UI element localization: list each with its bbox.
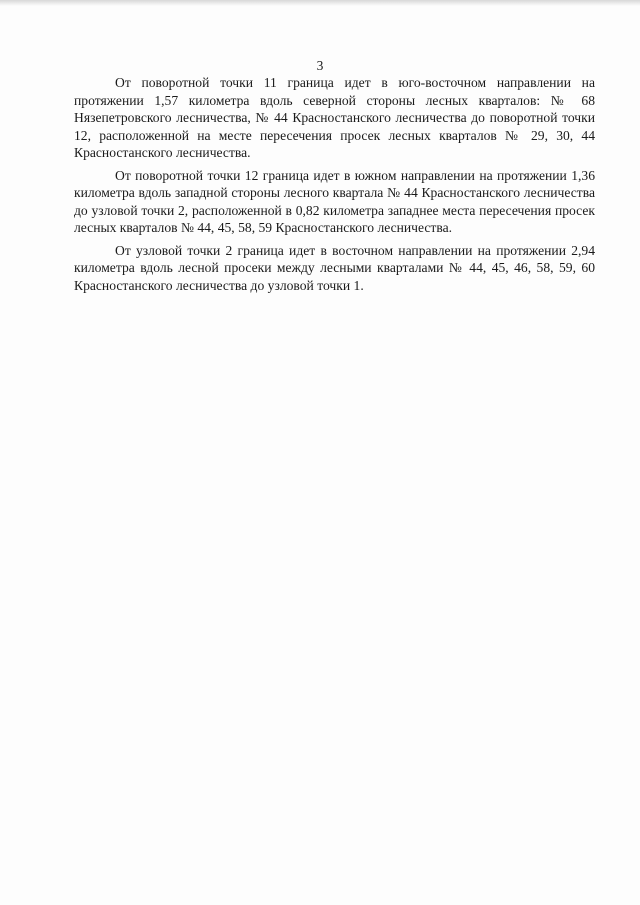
document-body	[74, 74, 595, 299]
paragraph-3: От узловой точки 2 граница идет в восточном направлении на протяжении 2,94 километра вдоль лесной просеки между лесными кварталами № 44, 45, 46, 58, 59, 60 Красностанского лесничества до узловой точки 1.	[74, 242, 595, 293]
paragraph-2: От поворотной точки 12 граница идет в южном направлении на протяжении 1,36 километра вдоль западной стороны лесного квартала № 44 Красностанского лесничества до узловой точки 2, расположенной в 0,82 километра западнее места пересечения просек лесных кварталов № 44, 45, 58, 59 Красностанского лесничества.	[74, 167, 595, 235]
scan-edge-shadow	[0, 0, 640, 6]
page-number: 3	[316, 58, 324, 73]
paragraph-1: От поворотной точки 11 граница идет в юго-восточном направлении на протяжении 1,57 километра вдоль северной стороны лесных кварталов: № 68 Нязепетровского лесничества, № 44 Красностанского лесничества до поворотной точки 12, расположенной на месте пересечения просек лесных кварталов № 29, 30, 44 Красностанского лесничества.	[74, 75, 595, 160]
